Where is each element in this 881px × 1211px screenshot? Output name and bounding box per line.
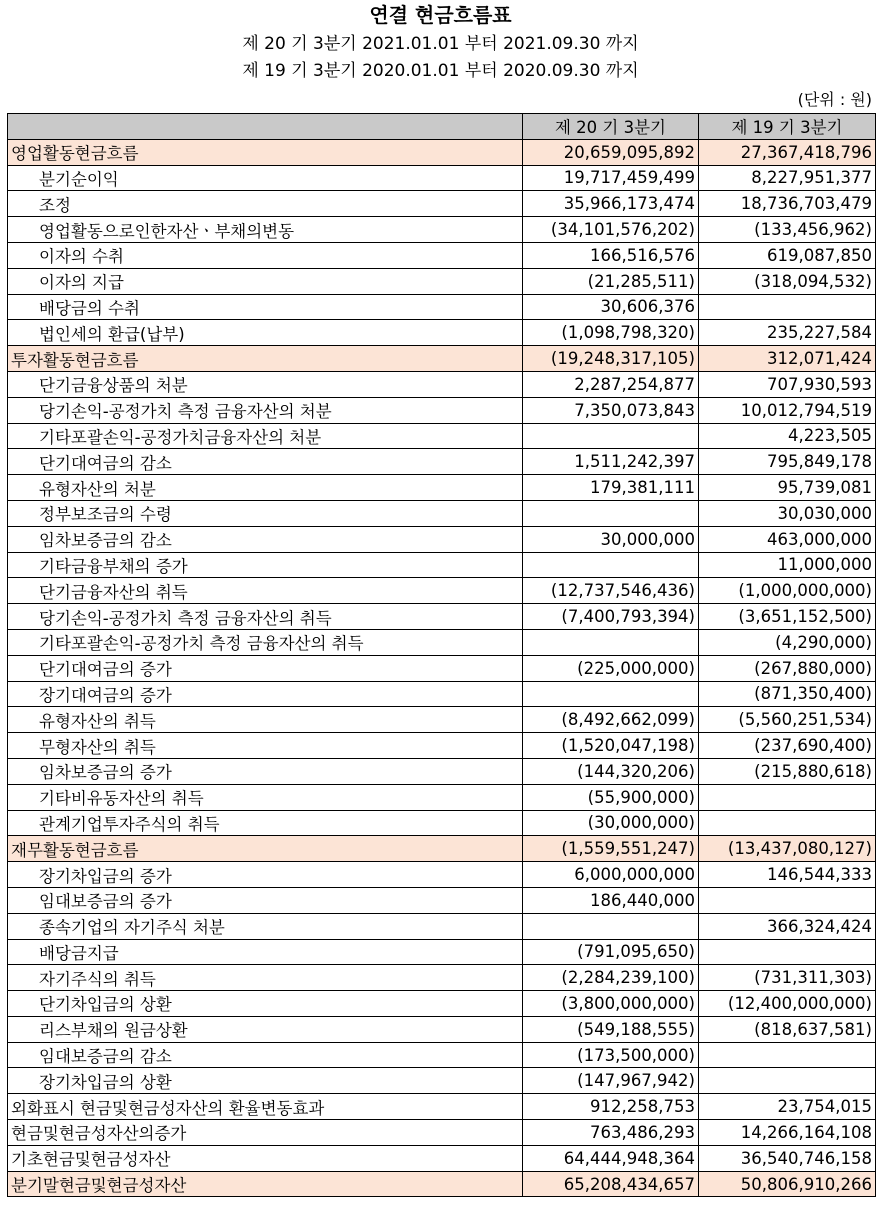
row-label: 리스부채의 원금상환 [8,1016,523,1042]
prior-period-value [699,810,876,836]
current-period-value: (144,320,206) [523,758,699,784]
current-period-value: (1,098,798,320) [523,320,699,346]
table-row [8,733,876,759]
prior-period-value: 27,367,418,796 [699,139,876,165]
table-row [8,681,876,707]
table-row [8,1171,876,1197]
table-row [8,526,876,552]
table-row [8,991,876,1017]
prior-period-value: 366,324,424 [699,913,876,939]
row-label: 임대보증금의 감소 [8,1042,523,1068]
row-label: 단기금융자산의 취득 [8,578,523,604]
row-label: 기타비유동자산의 취득 [8,784,523,810]
document-title: 연결 현금흐름표 [369,3,512,27]
prior-period-value: (3,651,152,500) [699,604,876,630]
current-period-value [523,681,699,707]
current-period-value: 64,444,948,364 [523,1145,699,1171]
row-label: 기타금융부채의 증가 [8,552,523,578]
row-label: 영업활동현금흐름 [8,139,523,165]
table-row [8,1145,876,1171]
prior-period-value [699,1068,876,1094]
row-label: 장기차입금의 상환 [8,1068,523,1094]
table-row [8,784,876,810]
current-period-value: (7,400,793,394) [523,604,699,630]
prior-period-value: (133,456,962) [699,217,876,243]
table-row [8,1094,876,1120]
unit-label: (단위 : 원) [797,90,872,109]
current-period-value: (21,285,511) [523,268,699,294]
row-label: 무형자산의 취득 [8,733,523,759]
row-label: 기타포괄손익-공정가치금융자산의 처분 [8,423,523,449]
cash-flow-table [7,113,876,1197]
prior-period-value: 8,227,951,377 [699,165,876,191]
table-row [8,1042,876,1068]
row-label: 분기순이익 [8,165,523,191]
row-label: 현금및현금성자산의증가 [8,1120,523,1146]
row-label: 투자활동현금흐름 [8,346,523,372]
current-period-value [523,552,699,578]
current-period-value: (147,967,942) [523,1068,699,1094]
current-period-value: 186,440,000 [523,887,699,913]
prior-period-value: 312,071,424 [699,346,876,372]
row-label: 단기차입금의 상환 [8,991,523,1017]
row-label: 관계기업투자주식의 취득 [8,810,523,836]
row-label: 기타포괄손익-공정가치 측정 금융자산의 취득 [8,629,523,655]
prior-period-value: 235,227,584 [699,320,876,346]
current-period-value: (34,101,576,202) [523,217,699,243]
row-label: 기초현금및현금성자산 [8,1145,523,1171]
table-row [8,758,876,784]
prior-period-value [699,294,876,320]
header-current-period: 제 20 기 3분기 [523,114,699,140]
prior-period-value [699,1042,876,1068]
prior-period-value: 18,736,703,479 [699,191,876,217]
current-period-value: (12,737,546,436) [523,578,699,604]
current-period-value: (791,095,650) [523,939,699,965]
row-label: 이자의 수취 [8,242,523,268]
table-row [8,242,876,268]
current-period-value: 6,000,000,000 [523,862,699,888]
current-period-value: 35,966,173,474 [523,191,699,217]
current-period-value: 30,606,376 [523,294,699,320]
header-item [8,114,523,140]
prior-period-value: 619,087,850 [699,242,876,268]
row-label: 임차보증금의 증가 [8,758,523,784]
current-period-value: (173,500,000) [523,1042,699,1068]
row-label: 배당금의 수취 [8,294,523,320]
current-period-value: 912,258,753 [523,1094,699,1120]
row-label: 외화표시 현금및현금성자산의 환율변동효과 [8,1094,523,1120]
table-row [8,1068,876,1094]
prior-period-value: 146,544,333 [699,862,876,888]
current-period-value: 19,717,459,499 [523,165,699,191]
table-row [8,397,876,423]
prior-period-value: (13,437,080,127) [699,836,876,862]
table-header-row [8,114,876,140]
row-label: 당기손익-공정가치 측정 금융자산의 처분 [8,397,523,423]
prior-period-value [699,784,876,810]
current-period-value: (8,492,662,099) [523,707,699,733]
row-label: 정부보조금의 수령 [8,500,523,526]
row-label: 배당금지급 [8,939,523,965]
row-label: 임대보증금의 증가 [8,887,523,913]
prior-period-value: (818,637,581) [699,1016,876,1042]
current-period-value: 2,287,254,877 [523,371,699,397]
row-label: 장기대여금의 증가 [8,681,523,707]
row-label: 유형자산의 처분 [8,475,523,501]
table-row [8,604,876,630]
table-row [8,887,876,913]
prior-period-value [699,887,876,913]
prior-period-value: 795,849,178 [699,449,876,475]
prior-period-value: (318,094,532) [699,268,876,294]
current-period-value [523,629,699,655]
current-period-value [523,500,699,526]
row-label: 장기차입금의 증가 [8,862,523,888]
current-period-value: 179,381,111 [523,475,699,501]
current-period-value: (19,248,317,105) [523,346,699,372]
table-row [8,939,876,965]
prior-period-value: (871,350,400) [699,681,876,707]
table-row [8,294,876,320]
prior-period-value: 95,739,081 [699,475,876,501]
table-row [8,655,876,681]
row-label: 분기말현금및현금성자산 [8,1171,523,1197]
table-row [8,423,876,449]
prior-period-value: 10,012,794,519 [699,397,876,423]
table-row [8,965,876,991]
table-row [8,268,876,294]
current-period-value: 65,208,434,657 [523,1171,699,1197]
prior-period-value: (5,560,251,534) [699,707,876,733]
row-label: 자기주식의 취득 [8,965,523,991]
current-period-value: (55,900,000) [523,784,699,810]
row-label: 이자의 지급 [8,268,523,294]
current-period-value: (1,559,551,247) [523,836,699,862]
table-body [8,139,876,1197]
table-row [8,346,876,372]
row-label: 법인세의 환급(납부) [8,320,523,346]
prior-period-value: (12,400,000,000) [699,991,876,1017]
table-row [8,629,876,655]
table-row [8,836,876,862]
row-label: 조정 [8,191,523,217]
current-period-value: (1,520,047,198) [523,733,699,759]
prior-period-value: (267,880,000) [699,655,876,681]
current-period-value: 1,511,242,397 [523,449,699,475]
current-period-value: (2,284,239,100) [523,965,699,991]
prior-period-value: 14,266,164,108 [699,1120,876,1146]
current-period-value: 763,486,293 [523,1120,699,1146]
current-period-value: (3,800,000,000) [523,991,699,1017]
prior-period-value: 23,754,015 [699,1094,876,1120]
current-period-value: 7,350,073,843 [523,397,699,423]
table-row [8,371,876,397]
table-row [8,165,876,191]
prior-period-value: (237,690,400) [699,733,876,759]
period-prior: 제 19 기 3분기 2020.01.01 부터 2020.09.30 까지 [242,61,639,81]
row-label: 단기대여금의 증가 [8,655,523,681]
table-row [8,500,876,526]
current-period-value [523,423,699,449]
current-period-value: 30,000,000 [523,526,699,552]
row-label: 단기대여금의 감소 [8,449,523,475]
table-row [8,139,876,165]
table-row [8,913,876,939]
header-prior-period: 제 19 기 3분기 [699,114,876,140]
prior-period-value: 50,806,910,266 [699,1171,876,1197]
prior-period-value [699,939,876,965]
prior-period-value: 36,540,746,158 [699,1145,876,1171]
prior-period-value: (731,311,303) [699,965,876,991]
prior-period-value: (215,880,618) [699,758,876,784]
row-label: 유형자산의 취득 [8,707,523,733]
current-period-value: 20,659,095,892 [523,139,699,165]
prior-period-value: 30,030,000 [699,500,876,526]
current-period-value [523,913,699,939]
current-period-value: (549,188,555) [523,1016,699,1042]
prior-period-value: (1,000,000,000) [699,578,876,604]
row-label: 당기손익-공정가치 측정 금융자산의 취득 [8,604,523,630]
table-row [8,862,876,888]
row-label: 종속기업의 자기주식 처분 [8,913,523,939]
prior-period-value: 463,000,000 [699,526,876,552]
row-label: 임차보증금의 감소 [8,526,523,552]
prior-period-value: 4,223,505 [699,423,876,449]
table-row [8,578,876,604]
table-row [8,217,876,243]
row-label: 단기금융상품의 처분 [8,371,523,397]
current-period-value: (225,000,000) [523,655,699,681]
table-row [8,475,876,501]
table-row [8,320,876,346]
prior-period-value: 11,000,000 [699,552,876,578]
row-label: 영업활동으로인한자산ㆍ부채의변동 [8,217,523,243]
prior-period-value: 707,930,593 [699,371,876,397]
table-row [8,191,876,217]
period-current: 제 20 기 3분기 2021.01.01 부터 2021.09.30 까지 [242,34,639,54]
table-row [8,707,876,733]
table-row [8,449,876,475]
table-row [8,1120,876,1146]
table-row [8,1016,876,1042]
prior-period-value: (4,290,000) [699,629,876,655]
table-row [8,552,876,578]
row-label: 재무활동현금흐름 [8,836,523,862]
current-period-value: (30,000,000) [523,810,699,836]
current-period-value: 166,516,576 [523,242,699,268]
table-row [8,810,876,836]
